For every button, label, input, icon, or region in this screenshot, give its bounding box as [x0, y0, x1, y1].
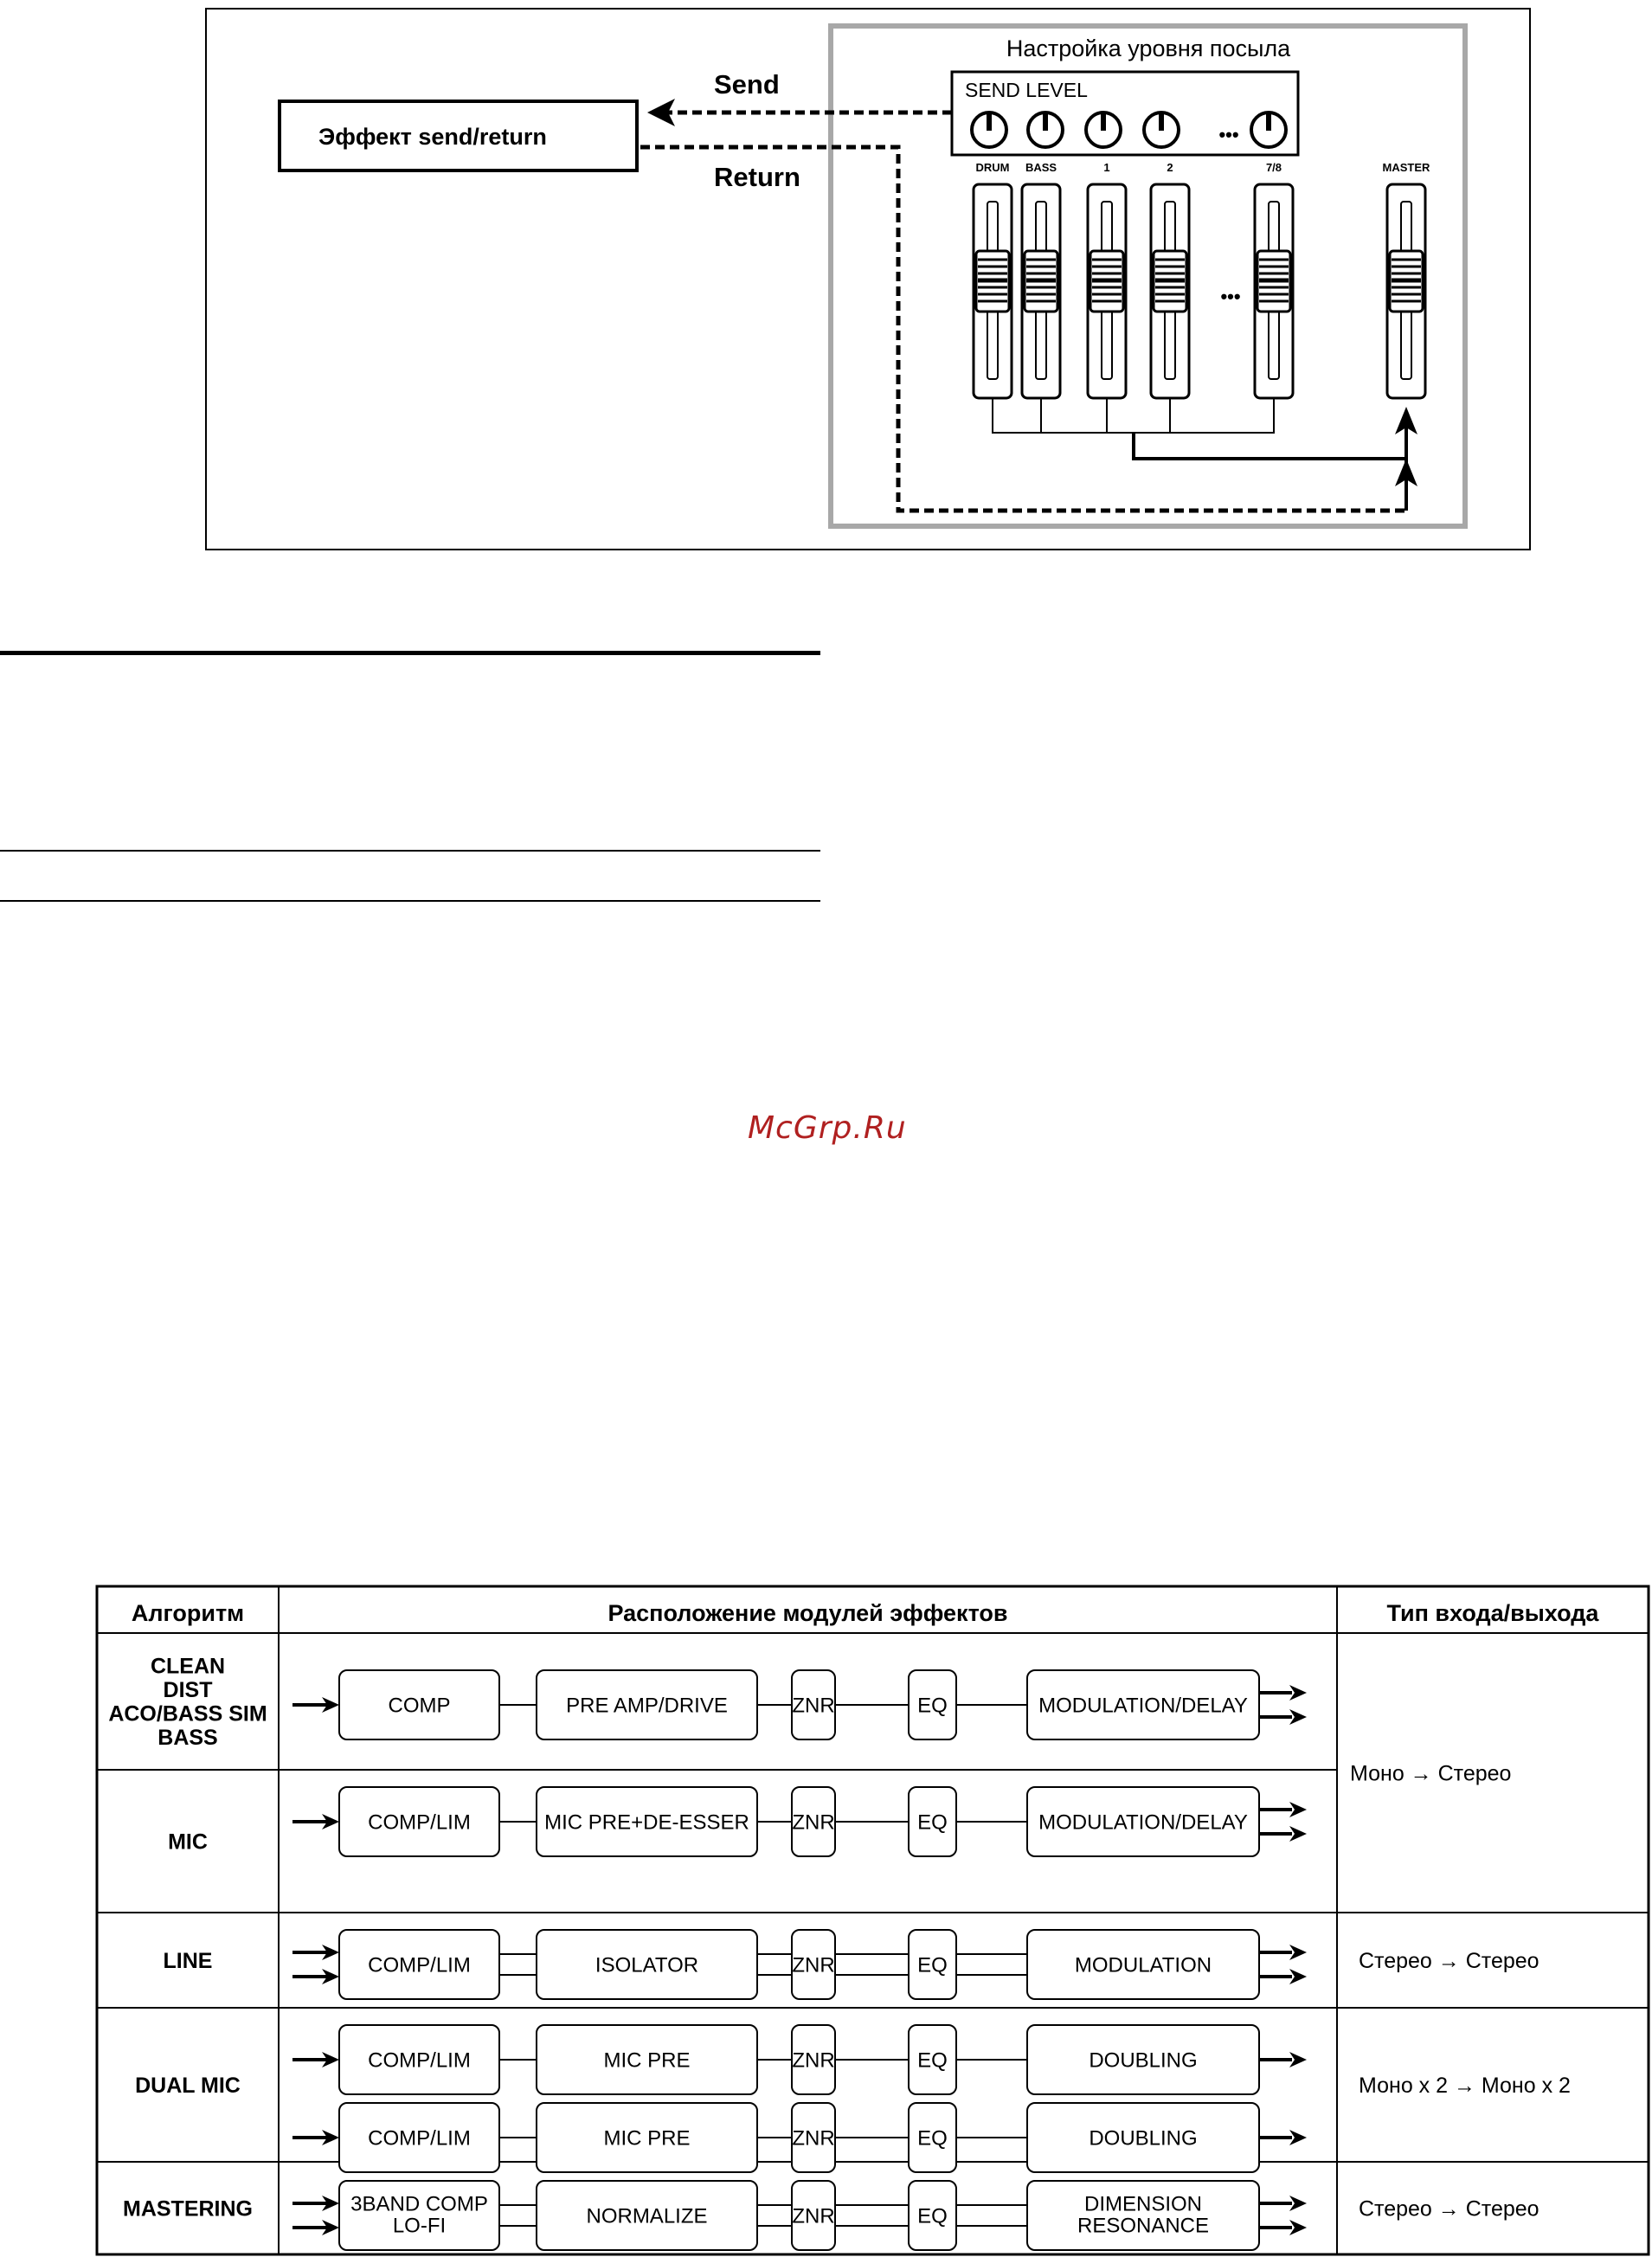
master-fader: [1387, 184, 1425, 398]
module-label: EQ: [917, 2126, 948, 2151]
algorithm-label: DUAL MIC: [135, 2073, 241, 2098]
effect-module: [339, 2181, 499, 2250]
table-header: Алгоритм: [131, 1600, 245, 1626]
algorithm-label: BASS: [157, 1726, 218, 1750]
effect-module: [1027, 2181, 1259, 2250]
effect-module: [1027, 1787, 1259, 1856]
algorithm-label: CLEAN: [150, 1654, 226, 1679]
send-knob: [1028, 113, 1063, 147]
effect-module: [909, 2103, 956, 2172]
io-type: Моно x 2 → Моно x 2: [1359, 2074, 1571, 2098]
module-label: ZNR: [792, 1694, 835, 1718]
module-label: COMP/LIM: [368, 2048, 471, 2073]
channel-label: 2: [1167, 161, 1173, 174]
module-label: ZNR: [792, 1953, 835, 1977]
effect-box-label: Эффект send/return: [318, 124, 547, 150]
algorithm-label: MIC: [168, 1829, 208, 1855]
module-label: MIC PRE: [603, 2048, 691, 2073]
module-label: DIMENSION: [1083, 2192, 1203, 2216]
effect-module: [1027, 2025, 1259, 2094]
module-label: MIC PRE: [603, 2126, 691, 2151]
effect-module: [537, 2103, 757, 2172]
io-type: Стерео → Стерео: [1359, 2196, 1540, 2222]
effect-module: [909, 1670, 956, 1739]
effect-module: [1027, 1930, 1259, 1999]
module-label: EQ: [917, 1694, 948, 1718]
io-type: Стерео → Стерео: [1359, 1949, 1540, 1973]
algorithm-label: DIST: [163, 1678, 213, 1702]
module-label: MODULATION/DELAY: [1038, 1694, 1248, 1718]
module-label: ZNR: [792, 1810, 835, 1835]
module-label: COMP/LIM: [368, 1953, 471, 1977]
channel-label: DRUM: [975, 161, 1010, 174]
channel-fader: [1255, 184, 1293, 398]
channel-label: 1: [1103, 161, 1110, 174]
effect-module: [792, 2181, 835, 2250]
io-type: Моно → Стерео: [1350, 1761, 1512, 1786]
module-label: MIC PRE+DE-ESSER: [544, 1810, 749, 1835]
module-label: LO-FI: [392, 2214, 447, 2238]
module-label: EQ: [917, 2204, 948, 2228]
effect-module: [339, 1787, 499, 1856]
effect-chain: [292, 2181, 1307, 2250]
module-label: RESONANCE: [1077, 2214, 1210, 2238]
rule-thin-2: [0, 900, 820, 902]
channel-fader: [1088, 184, 1126, 398]
effect-module: [792, 1670, 835, 1739]
table-header: Тип входа/выхода: [1386, 1600, 1599, 1626]
algorithm-label: LINE: [163, 1948, 213, 1973]
send-knob: [1144, 113, 1179, 147]
effect-module: [537, 1930, 757, 1999]
send-knob: [972, 113, 1006, 147]
module-label: PRE AMP/DRIVE: [566, 1694, 728, 1718]
effect-module: [792, 2025, 835, 2094]
effect-module: [792, 1787, 835, 1856]
module-label: MODULATION: [1074, 1953, 1212, 1977]
effect-chain: [292, 1670, 1307, 1739]
module-label: ISOLATOR: [595, 1953, 699, 1977]
effect-module: [909, 2025, 956, 2094]
diagram-frame: [206, 9, 1530, 550]
send-knob: [1086, 113, 1121, 147]
algorithm-table: [0, 1571, 1652, 2257]
effect-module: [909, 2181, 956, 2250]
effect-module: [537, 2181, 757, 2250]
knob-ellipsis: •••: [1218, 124, 1239, 145]
effect-module: [537, 1787, 757, 1856]
module-label: ZNR: [792, 2204, 835, 2228]
channel-fader: [1151, 184, 1189, 398]
send-level-label: SEND LEVEL: [965, 79, 1088, 101]
module-label: ZNR: [792, 2048, 835, 2073]
module-label: EQ: [917, 2048, 948, 2073]
module-label: EQ: [917, 1953, 948, 1977]
return-label: Return: [714, 162, 800, 192]
effect-module: [537, 2025, 757, 2094]
bus-to-master-line: [1134, 433, 1406, 459]
channel-faders: [974, 184, 1425, 398]
effect-module: [339, 2103, 499, 2172]
effect-module: [537, 1670, 757, 1739]
module-label: NORMALIZE: [586, 2204, 708, 2228]
channel-label: 7/8: [1265, 161, 1282, 174]
send-knob: [1251, 113, 1286, 147]
rule-thin-1: [0, 850, 820, 852]
effect-module: [1027, 2103, 1259, 2172]
module-label: COMP/LIM: [368, 2126, 471, 2151]
effect-chain: [292, 1787, 1307, 1856]
channel-label: BASS: [1025, 161, 1057, 174]
master-label: MASTER: [1382, 161, 1430, 174]
module-label: 3BAND COMP: [350, 2192, 488, 2216]
effect-module: [339, 1930, 499, 1999]
module-label: MODULATION/DELAY: [1038, 1810, 1248, 1835]
effect-module: [909, 1787, 956, 1856]
module-label: DOUBLING: [1089, 2126, 1198, 2151]
bus-line: [993, 398, 1274, 433]
effect-module: [792, 1930, 835, 1999]
fader-ellipsis: •••: [1220, 286, 1241, 307]
channel-fader: [1022, 184, 1060, 398]
mixer-panel: [831, 26, 1465, 526]
send-label: Send: [714, 69, 780, 100]
algorithm-label: MASTERING: [123, 2196, 253, 2222]
effect-chain: [292, 2103, 1307, 2172]
module-label: COMP: [388, 1694, 451, 1718]
effect-module: [909, 1930, 956, 1999]
rule-thick: [0, 651, 820, 655]
module-label: DOUBLING: [1089, 2048, 1198, 2073]
module-label: COMP/LIM: [368, 1810, 471, 1835]
module-label: ZNR: [792, 2126, 835, 2151]
effect-chain: [292, 1930, 1307, 1999]
channel-fader: [974, 184, 1012, 398]
algorithm-label: ACO/BASS SIM: [108, 1701, 267, 1727]
watermark: McGrp.Ru: [748, 1110, 907, 1146]
effect-module: [1027, 1670, 1259, 1739]
table-header: Расположение модулей эффектов: [607, 1600, 1008, 1626]
panel-title: Настройка уровня посыла: [1006, 35, 1291, 61]
module-label: EQ: [917, 1810, 948, 1835]
send-return-diagram: [0, 0, 1652, 571]
effect-module: [339, 2025, 499, 2094]
effect-module: [792, 2103, 835, 2172]
effect-chain: [292, 2025, 1307, 2094]
effect-module: [339, 1670, 499, 1739]
